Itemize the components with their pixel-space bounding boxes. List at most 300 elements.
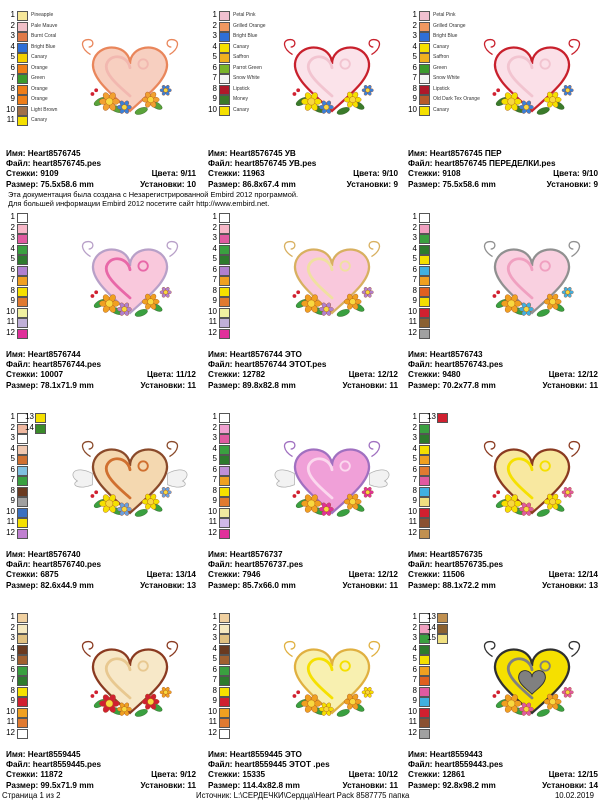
color-swatch: [219, 634, 230, 644]
color-number: 14: [25, 422, 34, 432]
color-swatch: [17, 297, 28, 307]
palette-row: [6, 444, 66, 455]
thread-name: Lipstick: [233, 85, 250, 92]
embroidery-design: [275, 442, 389, 518]
colors-label: Цвета:: [348, 770, 376, 780]
stitches-row: [6, 370, 196, 380]
color-number: 11: [408, 517, 417, 526]
stitch-count: 12861: [442, 770, 466, 780]
color-swatch: [219, 276, 230, 286]
color-swatch: [419, 74, 430, 84]
stops-value: [543, 381, 598, 391]
color-count: 12/12: [377, 570, 398, 580]
color-number: 3: [212, 233, 217, 242]
color-swatch: [219, 487, 230, 497]
color-number: 3: [212, 31, 217, 40]
swirl-left: [284, 442, 294, 457]
palette-row: [6, 94, 66, 105]
palette-row: [408, 423, 468, 434]
palette-row: [408, 286, 468, 297]
palette-row: [6, 115, 66, 126]
color-number: 9: [10, 94, 15, 103]
color-palette: [208, 612, 268, 738]
color-number: 6: [10, 464, 15, 474]
color-number: 5: [212, 654, 217, 663]
color-number: 7: [212, 73, 217, 82]
design-info: [6, 149, 196, 190]
stitch-count: 9109: [40, 169, 59, 179]
embroidery-preview: [270, 24, 394, 134]
file-label: Файл:: [208, 360, 233, 370]
berry: [496, 690, 500, 694]
color-swatch: [17, 234, 28, 244]
file-row: [208, 360, 398, 370]
palette-row: [408, 517, 468, 528]
color-number: 8: [212, 685, 217, 695]
color-count: 13/14: [175, 570, 196, 580]
colors-label: Цвета:: [548, 570, 576, 580]
color-number: 1: [10, 10, 15, 19]
swirl-right: [369, 242, 379, 257]
left-wing: [275, 470, 294, 487]
embroidery-preview: [68, 24, 192, 134]
file-label: Файл:: [408, 560, 433, 570]
thread-name: Saffron: [433, 54, 450, 60]
color-swatch: [17, 729, 28, 739]
stitches-row: [6, 169, 196, 179]
color-swatch: [419, 687, 430, 697]
embroidery-preview: [270, 226, 394, 336]
palette-row: [208, 31, 268, 42]
thread-name: Canary: [233, 106, 250, 113]
file-row: [408, 159, 598, 169]
color-swatch: [219, 308, 230, 318]
color-number: 8: [412, 485, 417, 495]
leaf: [134, 508, 148, 518]
file-row: [408, 560, 598, 570]
stops-label: Установки:: [140, 380, 186, 390]
palette-row: [6, 496, 66, 507]
design-name: Heart8576740: [27, 550, 81, 559]
color-swatch: [219, 11, 230, 21]
size-row: [6, 781, 196, 791]
palette-row: [408, 612, 468, 623]
embroidery-design: [82, 642, 177, 718]
color-number: 1: [212, 412, 217, 421]
color-swatch: [219, 287, 230, 297]
berry: [293, 92, 297, 96]
color-number: 8: [412, 285, 417, 295]
stitch-count: 9480: [442, 370, 461, 380]
color-number: 10: [408, 104, 417, 114]
color-swatch: [17, 22, 28, 32]
color-number: 1: [212, 612, 217, 621]
color-swatch: [219, 655, 230, 665]
palette-row: [408, 717, 468, 728]
color-swatch: [419, 224, 430, 234]
color-number: 12: [6, 727, 15, 737]
color-number: 5: [412, 52, 417, 61]
swirl-left: [484, 242, 494, 257]
palette-row: [408, 675, 468, 686]
berry: [94, 88, 98, 92]
stops-label: Установки:: [346, 179, 392, 189]
palette-row: [408, 233, 468, 244]
swirl-left: [284, 642, 294, 657]
color-swatch: [17, 518, 28, 528]
thread-name: Old Dark Tex Orange: [433, 96, 480, 102]
thread-name: Canary: [31, 117, 48, 123]
color-swatch: [219, 508, 230, 518]
palette-row: [208, 707, 268, 718]
colors-label: Цвета:: [146, 570, 174, 580]
color-number: 9: [412, 94, 417, 103]
color-palette: [408, 10, 480, 115]
file-row: [6, 560, 196, 570]
file-name: heart8576745.pes: [32, 159, 102, 169]
color-number: 10: [208, 506, 217, 516]
color-swatch: [219, 718, 230, 728]
swirl-right: [569, 642, 579, 657]
palette-row: [408, 84, 468, 95]
thread-name: Canary: [433, 106, 450, 113]
color-number: 4: [10, 443, 15, 453]
file-name: heart8576745 ПЕРЕДЕЛКИ.pes: [434, 159, 556, 169]
name-row: [408, 149, 598, 159]
color-number: 11: [408, 717, 417, 726]
color-count: 9/10: [382, 169, 398, 179]
color-number: 13: [25, 412, 34, 421]
color-swatch: [17, 718, 28, 728]
color-swatch: [17, 106, 28, 116]
stop-count: 14: [588, 780, 598, 790]
color-number: 4: [212, 643, 217, 653]
color-number: 10: [408, 306, 417, 316]
stops-label: Установки:: [140, 179, 185, 189]
color-palette: [408, 212, 468, 338]
color-number: 6: [212, 264, 217, 274]
color-number: 11: [208, 717, 217, 726]
color-swatch: [17, 308, 28, 318]
color-swatch: [419, 234, 430, 244]
color-number: 1: [212, 212, 217, 221]
leaf: [336, 106, 350, 116]
color-number: 6: [10, 62, 15, 72]
color-swatch: [419, 32, 430, 42]
color-swatch: [219, 318, 230, 328]
name-label: Имя:: [208, 350, 228, 359]
color-number: 15: [427, 633, 436, 642]
palette-row: [6, 644, 66, 655]
swirl-left: [82, 242, 92, 257]
palette-row: [208, 612, 268, 623]
color-swatch: [219, 708, 230, 718]
color-swatch: [419, 276, 430, 286]
size-label: Размер:: [6, 780, 39, 790]
design-info: [208, 750, 398, 791]
name-label: Имя:: [6, 750, 26, 759]
stops-label: Установки:: [542, 580, 587, 590]
colors-label: Цвета:: [348, 570, 376, 580]
color-swatch: [419, 508, 430, 518]
palette-row: [6, 423, 66, 434]
colors-value: [152, 169, 196, 179]
palette-row: [408, 52, 468, 63]
stops-label: Установки:: [546, 179, 592, 189]
berry: [296, 290, 300, 294]
color-swatch: [17, 329, 28, 339]
design-size: 89.8x82.8 mm: [242, 380, 296, 390]
palette-row: [208, 728, 268, 739]
color-swatch: [419, 708, 430, 718]
flower: [362, 486, 373, 498]
name-row: [6, 350, 196, 360]
name-row: [408, 550, 598, 560]
design-size: 88.1x72.2 mm: [442, 580, 496, 590]
name-row: [208, 750, 398, 760]
color-number: 12: [408, 527, 417, 537]
palette-row: [208, 105, 268, 116]
thread-name: Snow White: [433, 75, 460, 81]
file-row: [6, 360, 196, 370]
colors-label: Цвета:: [353, 169, 380, 179]
stop-count: 13: [186, 580, 196, 590]
color-swatch: [17, 224, 28, 234]
color-number: 11: [208, 317, 217, 326]
size-label: Размер:: [208, 580, 241, 590]
size-row: [208, 180, 398, 190]
color-swatch: [419, 266, 430, 276]
color-palette: [208, 212, 268, 338]
palette-row: [408, 728, 468, 739]
color-number: 3: [212, 633, 217, 642]
color-swatch: [219, 676, 230, 686]
color-number: 5: [10, 254, 15, 263]
colors-value: [553, 169, 598, 179]
file-label: Файл:: [208, 560, 233, 570]
color-number: 2: [412, 222, 417, 232]
size-label: Размер:: [408, 780, 441, 790]
thread-name: Orange: [31, 64, 48, 71]
file-row: [6, 760, 196, 770]
palette-row: [208, 296, 268, 307]
palette-row: [6, 73, 66, 84]
swirl-left: [82, 40, 92, 55]
color-number: 4: [10, 643, 15, 653]
palette-row: [6, 63, 66, 74]
berry: [496, 290, 500, 294]
color-number: 2: [10, 422, 15, 432]
color-number: 6: [212, 664, 217, 674]
color-number: 10: [208, 104, 217, 114]
color-swatch: [219, 666, 230, 676]
color-swatch: [219, 697, 230, 707]
palette-row: [6, 223, 66, 234]
color-number: 12: [408, 327, 417, 337]
color-number: 1: [10, 412, 15, 421]
palette-row: [6, 233, 66, 244]
stitch-count: 9108: [442, 169, 461, 179]
color-number: 2: [412, 422, 417, 432]
color-swatch: [17, 318, 28, 328]
swirl-right: [369, 442, 379, 457]
berry: [296, 88, 300, 92]
color-swatch: [219, 32, 230, 42]
design-info: [208, 550, 398, 591]
thread-name: Grilled Orange: [433, 22, 466, 29]
color-number: 2: [10, 20, 15, 30]
color-swatch: [419, 22, 430, 32]
embroidery-design: [484, 242, 579, 318]
color-number: 12: [6, 327, 15, 337]
palette-row: [6, 31, 66, 42]
color-swatch: [419, 213, 430, 223]
color-number: 1: [412, 612, 417, 621]
palette-row: [6, 244, 66, 255]
color-swatch: [17, 213, 28, 223]
thread-name: Pale Mauve: [31, 22, 58, 29]
embroidery-design: [73, 442, 187, 518]
color-swatch: [219, 645, 230, 655]
stop-count: 11: [187, 780, 196, 790]
color-number: 5: [212, 254, 217, 263]
color-number: 11: [208, 517, 217, 526]
design-info: [408, 350, 598, 391]
palette-row: [408, 212, 468, 223]
file-label: Файл:: [408, 159, 433, 169]
color-swatch: [419, 729, 430, 739]
design-size: 92.8x98.2 mm: [442, 780, 496, 790]
color-swatch: [419, 666, 430, 676]
color-swatch: [17, 43, 28, 53]
color-swatch: [219, 613, 230, 623]
palette-row: [208, 265, 268, 276]
palette-row: [208, 633, 268, 644]
embroidery-design: [82, 40, 177, 116]
palette-row: [208, 454, 268, 465]
embroidery-design: [484, 442, 579, 518]
color-swatch: [219, 224, 230, 234]
color-swatch: [419, 676, 430, 686]
berry: [94, 290, 98, 294]
color-swatch: [219, 245, 230, 255]
size-row: [408, 581, 598, 591]
design-size: 70.2x77.8 mm: [442, 380, 496, 390]
stitch-count: 11872: [40, 770, 63, 780]
color-number: 10: [208, 306, 217, 316]
palette-row: [6, 465, 66, 476]
size-label: Размер:: [408, 580, 441, 590]
colors-value: [151, 770, 196, 780]
name-label: Имя:: [208, 550, 228, 559]
thread-name: Bright Blue: [31, 43, 56, 50]
color-number: 4: [412, 443, 417, 453]
color-number: 10: [6, 506, 15, 516]
color-number: 5: [412, 254, 417, 263]
design-name: Heart8576737: [229, 550, 283, 559]
stops-label: Установки:: [140, 580, 185, 590]
palette-row: [6, 21, 66, 32]
palette-row: [408, 496, 468, 507]
file-label: Файл:: [6, 760, 31, 770]
color-swatch: [35, 424, 46, 434]
palette-row: [408, 105, 468, 116]
palette-row: [208, 496, 268, 507]
palette-row: [408, 73, 468, 84]
palette-row: [6, 42, 66, 53]
color-number: 9: [212, 94, 217, 103]
color-swatch: [17, 434, 28, 444]
embroidery-design: [484, 642, 579, 718]
palette-row: [6, 475, 66, 486]
name-row: [208, 550, 398, 560]
stops-label: Установки:: [542, 380, 588, 390]
size-label: Размер:: [408, 179, 441, 189]
palette-row: [208, 275, 268, 286]
palette-row: [208, 644, 268, 655]
palette-row: [408, 265, 468, 276]
design-info: [6, 350, 196, 391]
palette-row: [408, 433, 468, 444]
swirl-right: [167, 40, 177, 55]
palette-row: [6, 528, 66, 539]
color-swatch: [219, 297, 230, 307]
color-number: 12: [208, 527, 217, 537]
size-label: Размер:: [6, 580, 39, 590]
berry: [296, 490, 300, 494]
color-number: 11: [408, 317, 417, 326]
color-swatch: [17, 497, 28, 507]
colors-value: [349, 370, 398, 380]
flower: [160, 286, 171, 298]
file-row: [408, 360, 598, 370]
color-swatch: [419, 308, 430, 318]
stops-value: [343, 381, 398, 391]
color-swatch: [219, 106, 230, 116]
color-swatch: [419, 287, 430, 297]
thread-name: Green: [31, 75, 45, 81]
color-number: 2: [212, 422, 217, 432]
swirl-right: [569, 242, 579, 257]
palette-row: [208, 665, 268, 676]
color-swatch: [219, 434, 230, 444]
color-swatch: [419, 487, 430, 497]
color-swatch: [219, 329, 230, 339]
palette-row: [6, 623, 66, 634]
palette-row: [408, 644, 468, 655]
stops-label: Установки:: [140, 780, 186, 790]
color-swatch: [419, 434, 430, 444]
color-number: 10: [208, 706, 217, 716]
swirl-right: [167, 642, 177, 657]
colors-label: Цвета:: [548, 370, 576, 380]
color-number: 8: [10, 485, 15, 495]
flower: [562, 84, 573, 96]
color-number: 5: [412, 454, 417, 463]
palette-row: [408, 244, 468, 255]
colors-value: [147, 370, 196, 380]
color-swatch: [17, 613, 28, 623]
color-number: 13: [427, 412, 436, 421]
color-palette: [408, 412, 468, 538]
stop-count: 11: [389, 780, 398, 790]
palette-row: [208, 507, 268, 518]
color-swatch: [17, 529, 28, 539]
color-swatch: [17, 287, 28, 297]
berry: [94, 690, 98, 694]
color-swatch: [419, 318, 430, 328]
color-swatch: [219, 53, 230, 63]
